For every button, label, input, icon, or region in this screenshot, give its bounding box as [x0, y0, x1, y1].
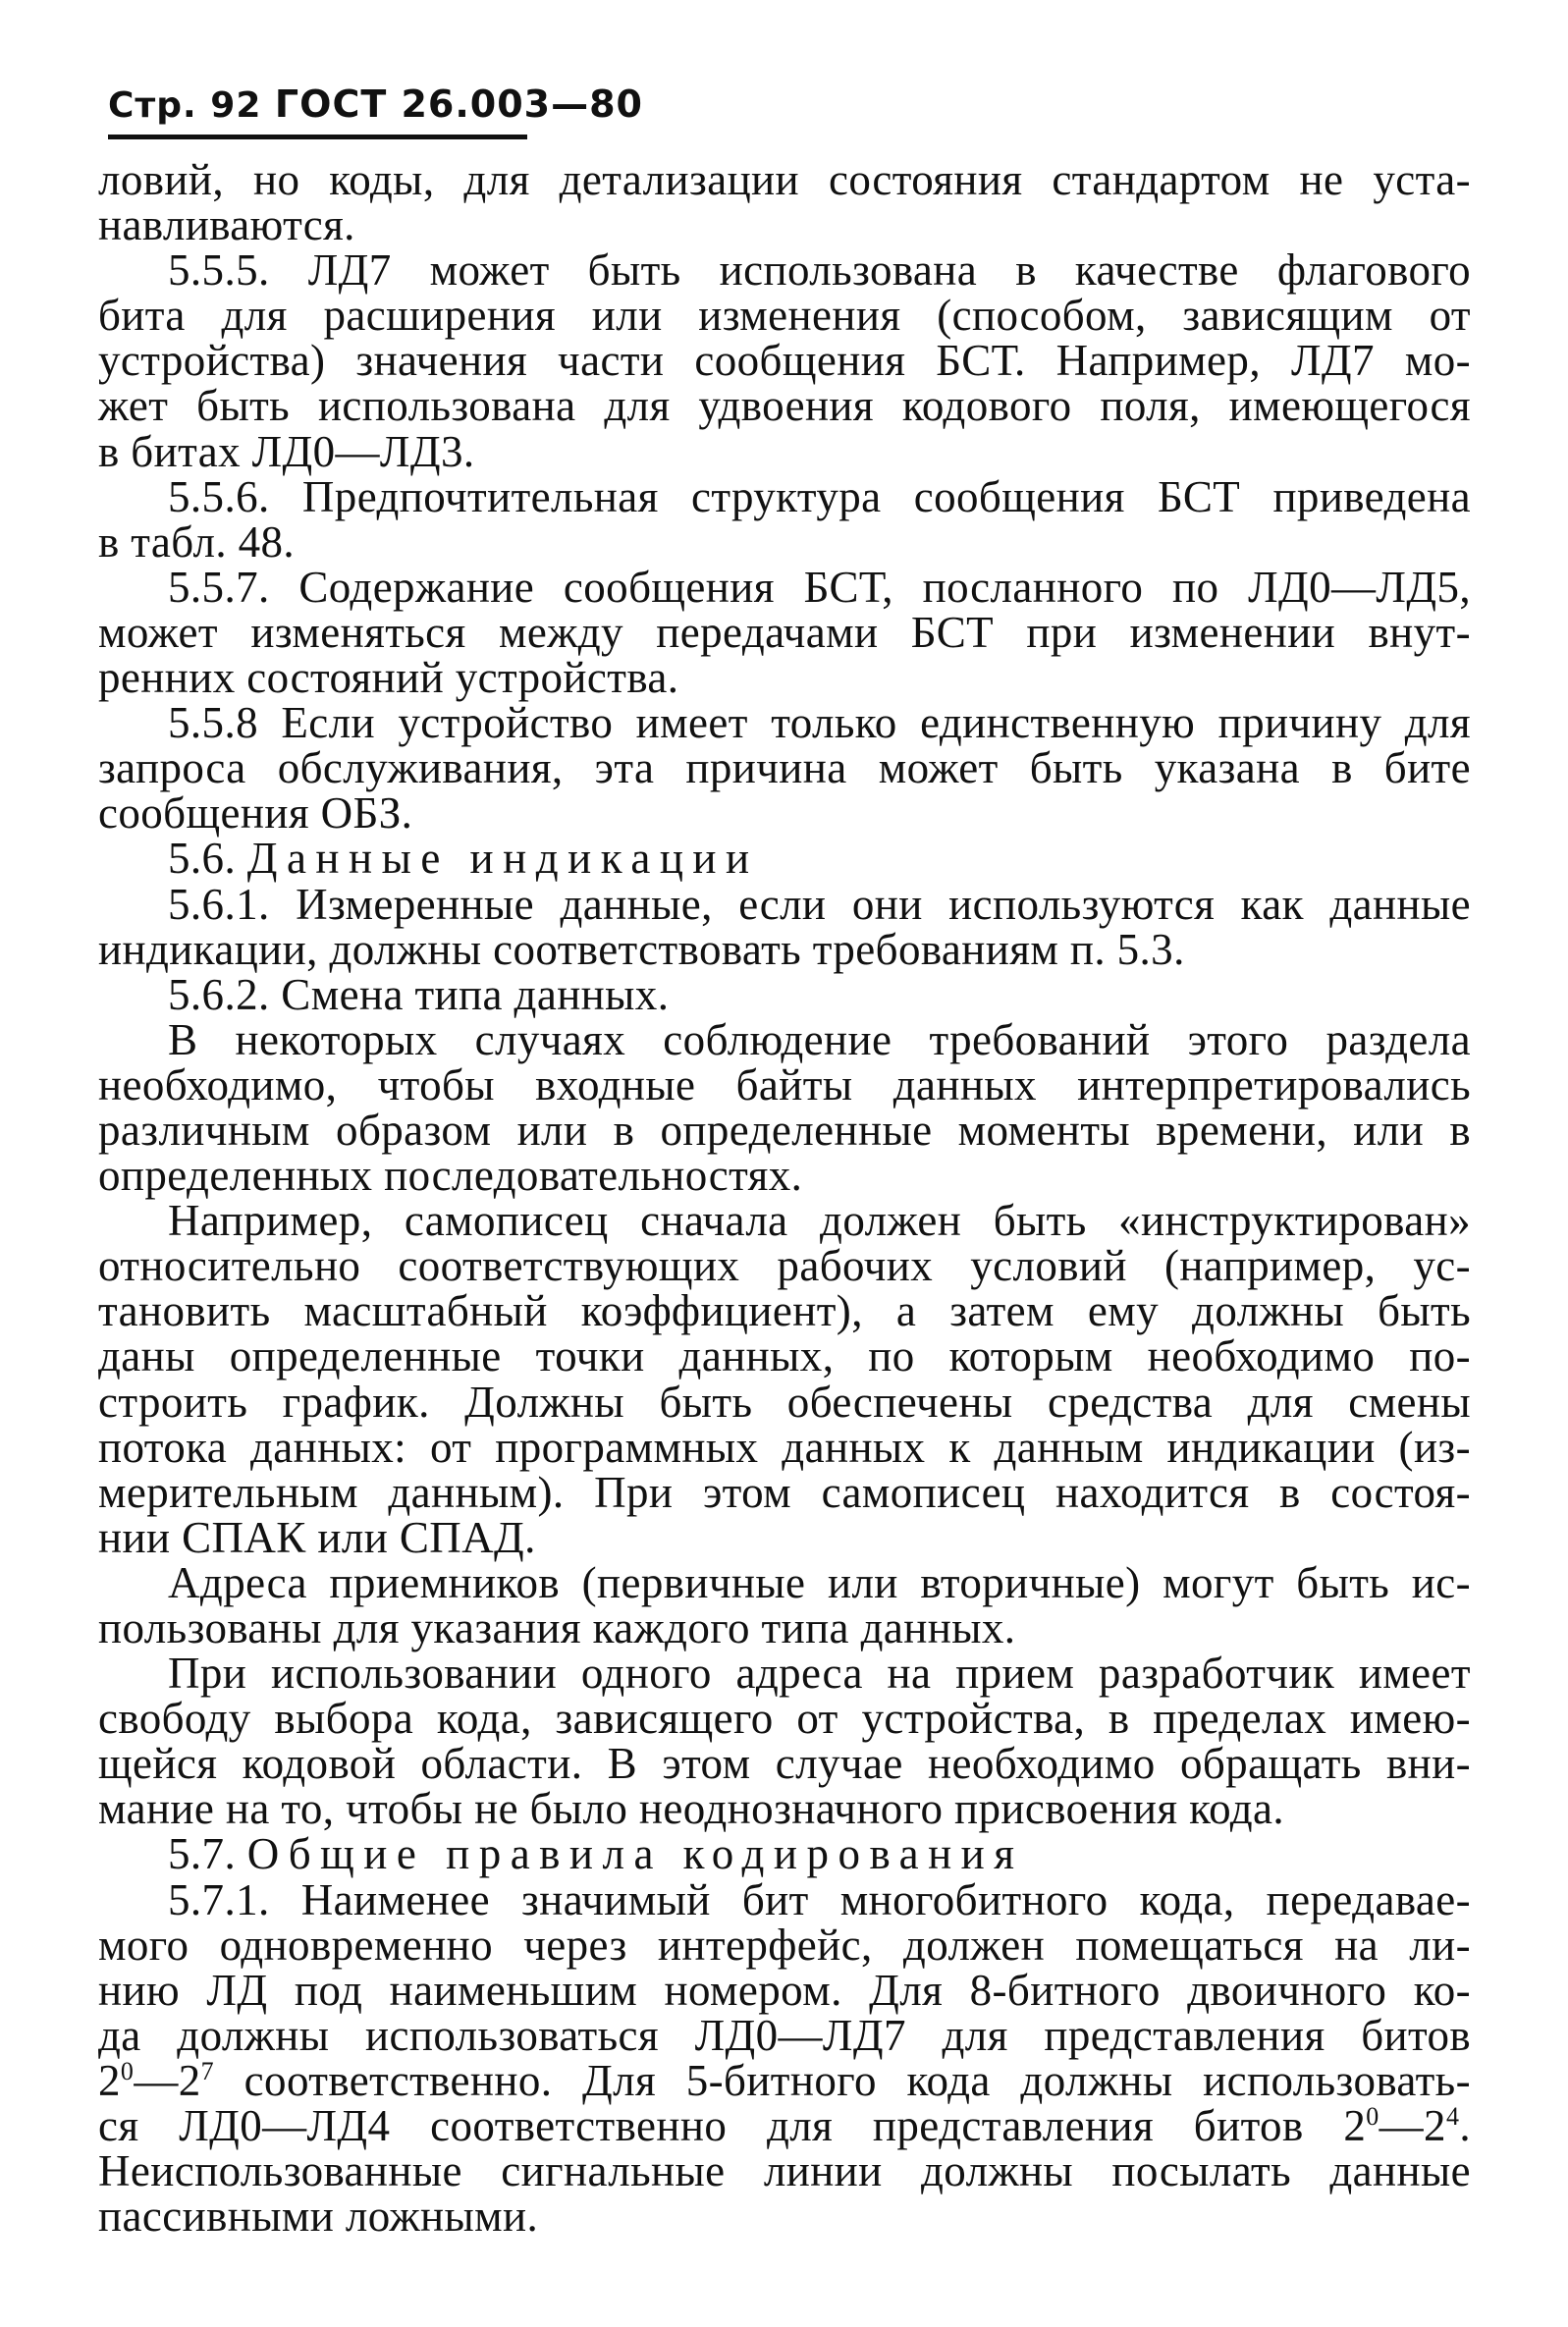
text-fragment: —2	[1379, 2101, 1446, 2151]
text-line: в табл. 48.	[98, 516, 296, 567]
text-line: 5.6.2. Смена типа данных.	[168, 969, 670, 1019]
text-line: мерительным данным). При этом самописец находится в состоя-	[98, 1467, 1471, 1517]
text-fragment: ся ЛД0—ЛД4 соответственно для представления битов 2	[98, 2101, 1367, 2151]
text-line: 5.5.8 Если устройство имеет только единственную причину для	[168, 698, 1471, 748]
text-line: навливаются.	[98, 200, 355, 250]
text-line: 5.5.6. Предпочтительная структура сообщения БСТ приведена	[168, 471, 1471, 521]
text-line: строить график. Должны быть обеспечены средства для смены	[98, 1377, 1471, 1427]
header-rule	[108, 135, 527, 139]
section-number: 5.6.	[168, 834, 237, 884]
text-line: щейся кодовой области. В этом случае необходимо обращать вни-	[98, 1739, 1471, 1789]
text-fragment: —2	[134, 2055, 201, 2105]
text-fragment: 2	[98, 2055, 121, 2105]
section-title: Данные индикации	[246, 834, 759, 884]
text-line: мого одновременно через интерфейс, должен помещаться на ли-	[98, 1920, 1471, 1970]
text-line: даны определенные точки данных, по которым необходимо по-	[98, 1331, 1471, 1381]
text-line: В некоторых случаях соблюдение требований этого раздела	[168, 1014, 1471, 1064]
text-line: При использовании одного адреса на прием разработчик имеет	[168, 1649, 1471, 1699]
text-line: пользованы для указания каждого типа данных.	[98, 1603, 1016, 1652]
page-header	[108, 82, 643, 126]
text-line: Неиспользованные сигнальные линии должны посылать данные	[98, 2146, 1471, 2196]
text-line: может изменяться между передачами БСТ при изменении внут-	[98, 607, 1471, 657]
text-line: запроса обслуживания, эта причина может быть указана в бите	[98, 743, 1471, 793]
text-fragment: .	[1459, 2101, 1471, 2151]
text-line: различным образом или в определенные моменты времени, или в	[98, 1105, 1471, 1155]
text-line: определенных последовательностях.	[98, 1151, 803, 1201]
text-line: потока данных: от программных данных к данным индикации (из-	[98, 1422, 1471, 1472]
text-line	[98, 2101, 1471, 2151]
text-line: относительно соответствующих рабочих условий (например, ус-	[98, 1241, 1471, 1291]
superscript: 0	[1366, 2102, 1379, 2132]
text-line: жет быть использована для удвоения кодового поля, имеющегося	[98, 381, 1471, 431]
text-line: мание на то, чтобы не было неоднозначного присвоения кода.	[98, 1784, 1285, 1834]
section-heading	[98, 834, 1471, 884]
section-number: 5.7.	[168, 1829, 237, 1879]
section-title: Общие правила кодирования	[246, 1829, 1024, 1879]
text-line: необходимо, чтобы входные байты данных интерпретировались	[98, 1059, 1471, 1109]
text-line: свободу выбора кода, зависящего от устройства, в пределах имею-	[98, 1694, 1471, 1744]
text-line	[98, 2055, 1471, 2105]
text-line: нию ЛД под наименьшим номером. Для 8-битного двоичного ко-	[98, 1965, 1471, 2015]
superscript: 0	[120, 2056, 135, 2085]
text-line: в битах ЛД0—ЛД3.	[98, 426, 475, 476]
section-heading	[98, 1829, 1471, 1879]
text-line: 5.6.1. Измеренные данные, если они используются как данные	[168, 879, 1471, 929]
text-fragment: соответственно. Для 5-битного кода должны использовать-	[214, 2055, 1471, 2105]
text-line: ловий, но коды, для детализации состояния стандартом не уста-	[98, 155, 1471, 204]
text-line: устройства) значения части сообщения БСТ. Например, ЛД7 мо-	[98, 336, 1471, 386]
text-line: пассивными ложными.	[98, 2192, 539, 2242]
superscript: 4	[1445, 2102, 1460, 2132]
text-line: 5.7.1. Наименее значимый бит многобитного кода, передавае-	[168, 1874, 1471, 1924]
text-line: Например, самописец сначала должен быть «инструктирован»	[168, 1196, 1471, 1246]
text-line: индикации, должны соответствовать требованиям п. 5.3.	[98, 924, 1185, 974]
text-line: 5.5.5. ЛД7 может быть использована в качестве флагового	[168, 245, 1471, 296]
text-line: ренних состояний устройства.	[98, 653, 679, 703]
body-text	[98, 155, 1471, 2242]
superscript: 7	[200, 2056, 215, 2085]
text-line: да должны использоваться ЛД0—ЛД7 для представления битов	[98, 2010, 1471, 2060]
standard-designation: ГОСТ 26.003—80	[274, 82, 643, 126]
text-line: тановить масштабный коэффициент), а затем ему должны быть	[98, 1286, 1471, 1336]
page-number: Стр. 92	[108, 85, 262, 126]
text-line: бита для расширения или изменения (способом, зависящим от	[98, 291, 1471, 341]
text-line: сообщения ОБЗ.	[98, 788, 413, 839]
text-line: 5.5.7. Содержание сообщения БСТ, посланного по ЛД0—ЛД5,	[168, 562, 1471, 612]
text-line: нии СПАК или СПАД.	[98, 1512, 536, 1562]
text-line: Адреса приемников (первичные или вторичные) могут быть ис-	[168, 1557, 1471, 1607]
